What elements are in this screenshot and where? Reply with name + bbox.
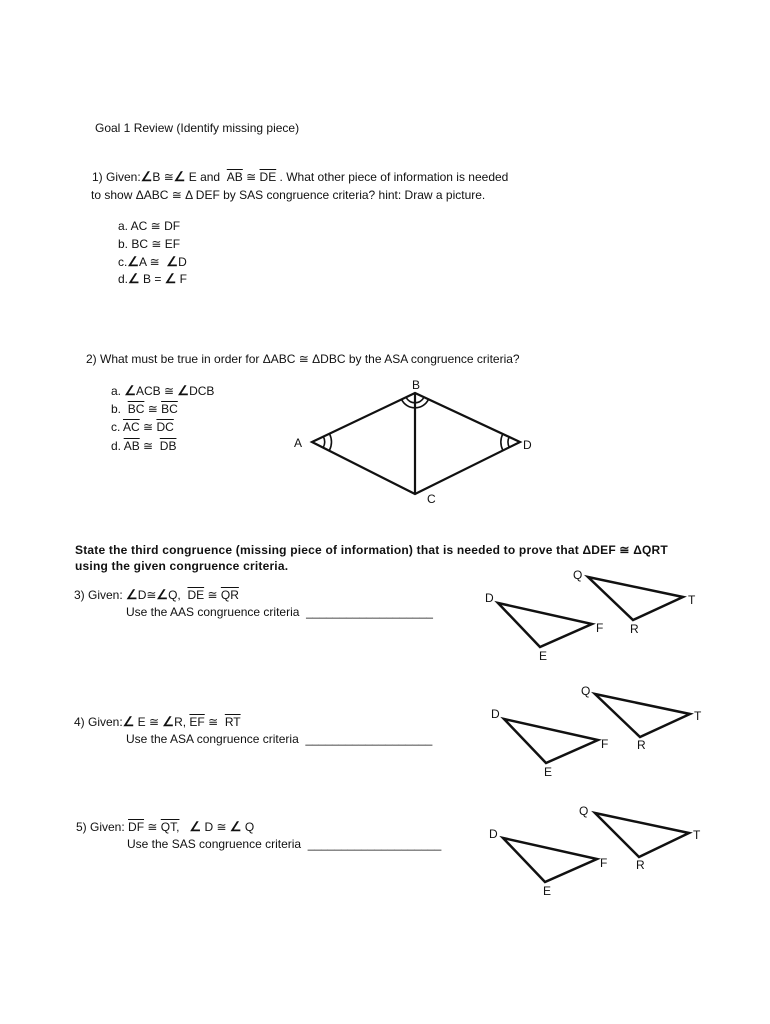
angle-icon: ∠ bbox=[162, 714, 175, 729]
page-title: Goal 1 Review (Identify missing piece) bbox=[95, 121, 300, 135]
q3-segment-de: $\overline{DE}$ bbox=[187, 588, 205, 602]
q4-label-f: F bbox=[601, 737, 609, 751]
angle-icon: ∠ bbox=[164, 271, 177, 286]
q4-label-t: T bbox=[694, 709, 702, 723]
q2-segment-dc: $\overline{DC}$ bbox=[156, 420, 174, 434]
question-2: 2) What must be true in order for ΔABC ≅ ΔDBC by the ASA congruence criteria? bbox=[86, 352, 520, 366]
angle-mark-d-outer bbox=[501, 434, 503, 450]
angle-icon: ∠ bbox=[128, 271, 140, 286]
q1-option-a: a. AC ≅ DF bbox=[118, 219, 181, 233]
angle-icon: ∠ bbox=[124, 383, 137, 398]
q1-option-d-b: B = bbox=[139, 272, 165, 286]
angle-icon: ∠ bbox=[177, 383, 190, 398]
q2-segment-db: $\overline{DB}$ bbox=[159, 439, 177, 453]
q2-option-a-prefix: a. bbox=[111, 384, 122, 398]
q1-option-b: b. BC ≅ EF bbox=[118, 237, 181, 251]
q1-segment-de: $\overline{DE}$ bbox=[259, 170, 277, 184]
q1-option-d-f: F bbox=[176, 272, 188, 286]
q1-line1-post: . What other piece of information is needed bbox=[279, 170, 509, 184]
angle-mark-a-inner bbox=[323, 437, 324, 448]
triangle-def bbox=[503, 838, 597, 882]
q4-angle-e: E ≅ bbox=[134, 715, 163, 729]
angle-icon: ∠ bbox=[229, 819, 242, 834]
q3-segment-qr: $\overline{QR}$ bbox=[220, 588, 239, 602]
q5-segment-qt: QT, bbox=[160, 820, 180, 834]
q2-option-c-prefix: c. bbox=[111, 420, 121, 434]
q4-answer-blank[interactable]: ___________________ bbox=[305, 732, 433, 746]
angle-icon: ∠ bbox=[189, 819, 202, 834]
q3-triangle-diagram bbox=[498, 577, 683, 647]
angle-mark-d-inner bbox=[508, 437, 509, 447]
question-1-line-1: 1) Given:∠B ≅∠ E and $\overline{AB}$ ≅ $\overline{DE}$ . What other piece of information is needed bbox=[92, 169, 509, 184]
q2-kite-diagram bbox=[312, 393, 520, 494]
q5-label-q: Q bbox=[579, 804, 589, 818]
triangle-qrt bbox=[595, 694, 690, 737]
q2-segment-ab: $\overline{AB}$ bbox=[123, 439, 140, 453]
q5-angle-d: D ≅ bbox=[201, 820, 230, 834]
triangle-qrt bbox=[595, 813, 689, 857]
q5-label-f: F bbox=[600, 856, 608, 870]
angle-icon: ∠ bbox=[127, 254, 139, 269]
congruent-symbol: ≅ bbox=[147, 820, 158, 834]
q3-prefix: 3) Given: bbox=[74, 588, 127, 602]
q5-angle-q: Q bbox=[241, 820, 255, 834]
q1-segment-ab: $\overline{AB}$ bbox=[226, 170, 243, 184]
q3-label-e: E bbox=[539, 649, 548, 663]
angle-icon: ∠ bbox=[140, 169, 153, 184]
q3-label-q: Q bbox=[573, 568, 583, 582]
kite-label-a: A bbox=[294, 436, 303, 450]
q5-label-e: E bbox=[543, 884, 552, 898]
q1-angle-e: E and bbox=[185, 170, 224, 184]
angle-mark-a-outer bbox=[330, 434, 332, 451]
q4-label-d: D bbox=[491, 707, 500, 721]
triangle-def bbox=[498, 603, 592, 647]
q5-criteria-text: Use the SAS congruence criteria bbox=[127, 837, 302, 851]
q2-segment-bc: $\overline{BC}$ bbox=[127, 402, 145, 416]
angle-icon: ∠ bbox=[166, 254, 179, 269]
q1-angle-b: B bbox=[152, 170, 161, 184]
q3-angle-q: Q, bbox=[168, 588, 185, 602]
question-1-line-2: to show ΔABC ≅ Δ DEF by SAS congruence criteria? hint: Draw a picture. bbox=[91, 188, 486, 202]
q4-prefix: 4) Given: bbox=[74, 715, 123, 729]
q5-answer-blank[interactable]: ____________________ bbox=[307, 837, 442, 851]
q4-criteria-text: Use the ASA congruence criteria bbox=[126, 732, 299, 746]
triangle-qrt bbox=[588, 577, 683, 620]
congruent-symbol: ≅ bbox=[207, 588, 218, 602]
q4-segment-rt: $\overline{RT}$ bbox=[224, 715, 241, 729]
q1-option-d-prefix: d. bbox=[118, 272, 129, 286]
congruent-symbol: ≅ bbox=[208, 715, 219, 729]
congruent-symbol: ≅ bbox=[143, 439, 154, 453]
kite-label-c: C bbox=[427, 492, 436, 506]
q3-label-t: T bbox=[688, 593, 696, 607]
q4-label-q: Q bbox=[581, 684, 591, 698]
q5-label-t: T bbox=[693, 828, 701, 842]
angle-icon: ∠ bbox=[156, 587, 169, 602]
congruent-symbol: ≅ bbox=[147, 402, 158, 416]
angle-icon: ∠ bbox=[122, 714, 135, 729]
q1-option-c-d: D bbox=[178, 255, 187, 269]
q3-criteria-text: Use the AAS congruence criteria bbox=[126, 605, 300, 619]
q4-triangle-diagram bbox=[504, 694, 690, 763]
q5-label-r: R bbox=[636, 858, 645, 872]
q3-label-r: R bbox=[630, 622, 639, 636]
kite-label-d: D bbox=[523, 438, 532, 452]
q2-segment-bc: $\overline{BC}$ bbox=[161, 402, 178, 416]
q5-prefix: 5) Given: bbox=[76, 820, 129, 834]
q4-angle-r: R, bbox=[174, 715, 190, 729]
q2-option-d-prefix: d. bbox=[111, 439, 122, 453]
angle-icon: ∠ bbox=[173, 169, 186, 184]
q1-prefix: 1) Given: bbox=[92, 170, 141, 184]
congruent-symbol: ≅ bbox=[143, 420, 154, 434]
q3-label-d: D bbox=[485, 591, 494, 605]
q3-angle-d: D≅ bbox=[137, 588, 157, 602]
triangle-def bbox=[504, 719, 598, 763]
angle-icon: ∠ bbox=[126, 587, 138, 602]
q3-answer-blank[interactable]: ___________________ bbox=[306, 605, 433, 619]
q4-label-r: R bbox=[637, 738, 646, 752]
q5-segment-df: $\overline{DF}$ bbox=[128, 820, 145, 834]
instructions-line-2: using the given congruence criteria. bbox=[75, 559, 289, 573]
q2-option-a-dcb: DCB bbox=[189, 384, 215, 398]
q1-option-c-prefix: c. bbox=[118, 255, 128, 269]
q2-segment-ac: $\overline{AC}$ bbox=[123, 420, 140, 434]
q5-label-d: D bbox=[489, 827, 498, 841]
q5-triangle-diagram bbox=[503, 813, 689, 882]
q4-label-e: E bbox=[544, 765, 553, 779]
q4-segment-ef: $\overline{EF}$ bbox=[189, 715, 205, 729]
q2-option-b-prefix: b. bbox=[111, 402, 122, 416]
kite-label-b: B bbox=[412, 378, 421, 392]
q1-option-c-a: A ≅ bbox=[139, 255, 164, 269]
q3-label-f: F bbox=[596, 621, 604, 635]
q2-option-a-acb: ACB ≅ bbox=[136, 384, 178, 398]
instructions-line-1: State the third congruence (missing piece of information) that is needed to prove that ΔDEF ≅ ΔQRT bbox=[75, 543, 668, 557]
